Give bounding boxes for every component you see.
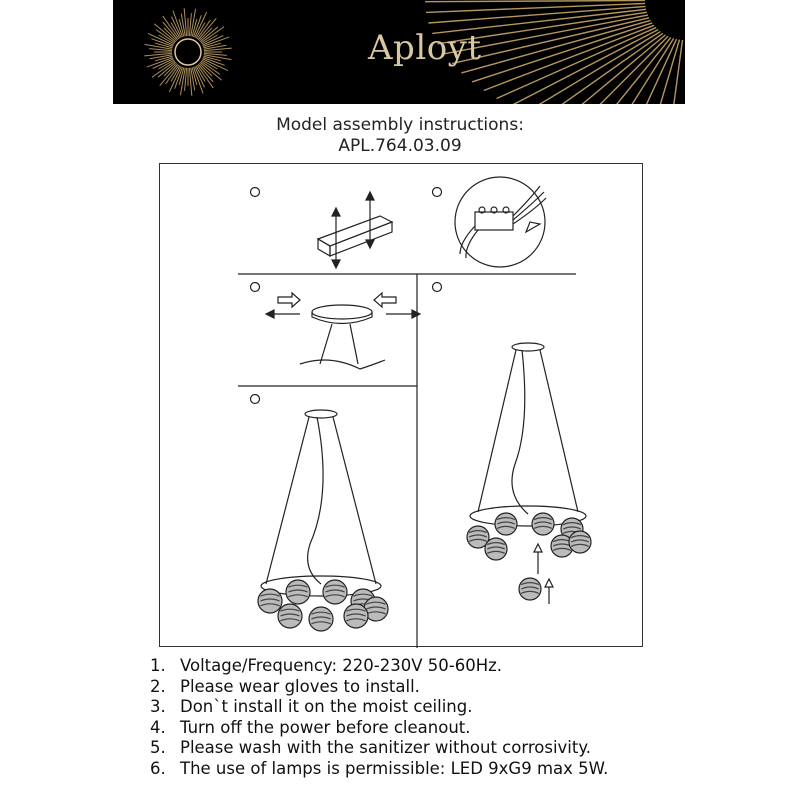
step-2-number-icon xyxy=(433,188,442,197)
instructions-list xyxy=(150,656,608,779)
step-5-illustration xyxy=(251,395,389,632)
instruction-text: Please wash with the sanitizer without corrosivity. xyxy=(180,738,592,757)
step-3-number-icon xyxy=(251,283,260,292)
instruction-text: Turn off the power before cleanout. xyxy=(180,717,471,737)
step-4-number-icon xyxy=(433,283,442,292)
instruction-number: 2. xyxy=(150,676,166,696)
instruction-number: 4. xyxy=(150,717,166,737)
instruction-item xyxy=(150,718,608,739)
instruction-number: 1. xyxy=(150,656,166,675)
model-number: APL.764.03.09 xyxy=(338,136,462,156)
instruction-number: 6. xyxy=(150,758,166,778)
instruction-item xyxy=(150,697,608,718)
instruction-number: 5. xyxy=(150,738,166,757)
step-5-number-icon xyxy=(251,395,260,404)
step-2-illustration xyxy=(433,177,547,267)
instruction-item xyxy=(150,738,608,759)
instruction-text: Don`t install it on the moist ceiling. xyxy=(180,697,473,716)
page-title: Model assembly instructions: xyxy=(276,115,524,135)
instruction-item xyxy=(150,656,608,677)
instruction-text: The use of lamps is permissible: LED 9xG9 max 5W. xyxy=(180,758,609,778)
instruction-item xyxy=(150,677,608,698)
instruction-item xyxy=(150,759,608,780)
instruction-text: Voltage/Frequency: 220-230V 50-60Hz. xyxy=(180,656,503,675)
step-1-number-icon xyxy=(251,188,260,197)
instruction-text: Please wear gloves to install. xyxy=(180,676,420,696)
step-4-illustration xyxy=(433,283,592,605)
brand-logo-text: Aployt xyxy=(368,28,482,68)
brand-banner xyxy=(113,0,685,104)
assembly-diagram xyxy=(159,163,643,647)
instruction-number: 3. xyxy=(150,697,166,716)
step-3-illustration xyxy=(251,283,421,370)
step-1-illustration xyxy=(251,188,393,269)
